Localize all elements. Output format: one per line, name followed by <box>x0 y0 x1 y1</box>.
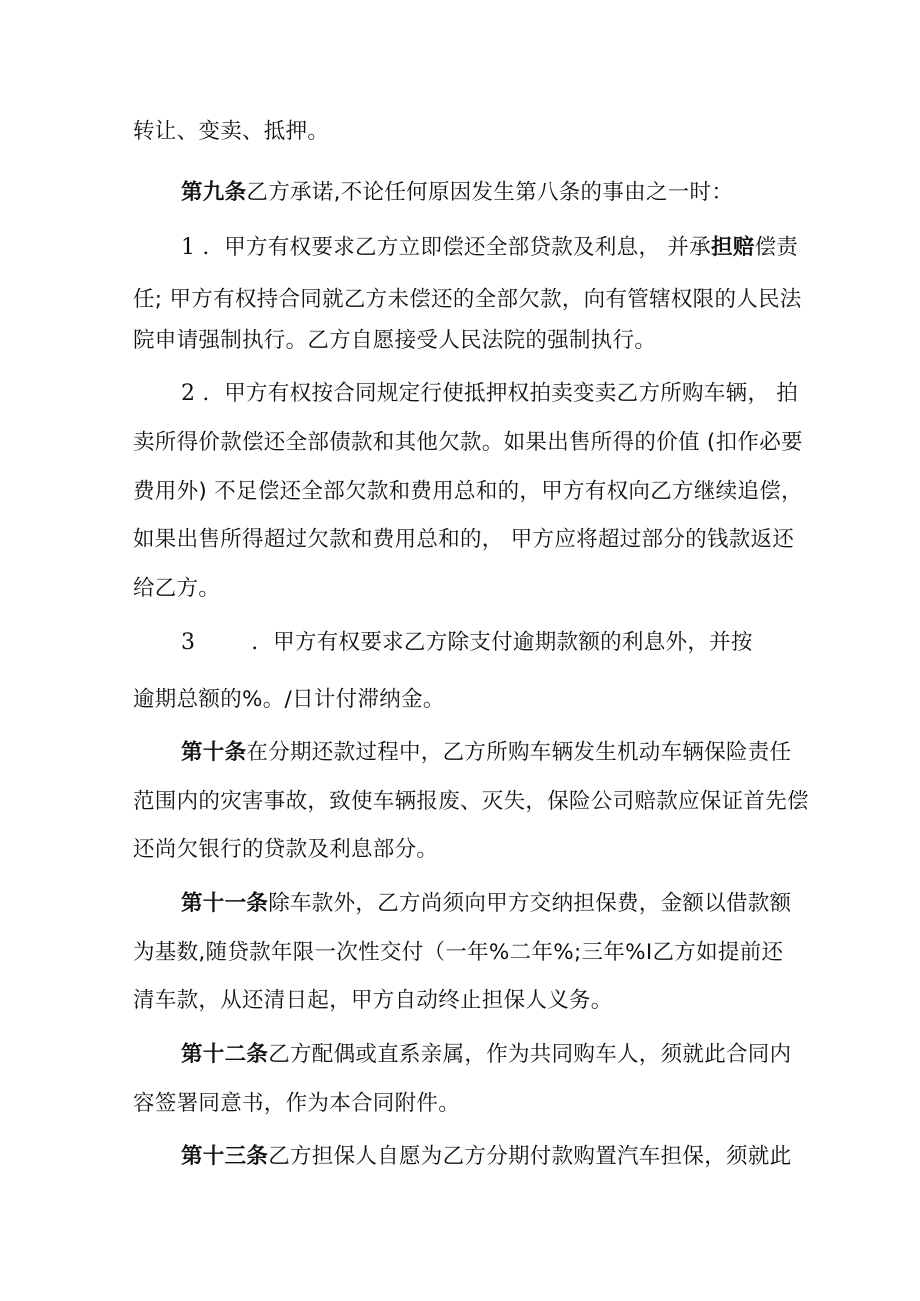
text: 任; 甲方有权持合同就乙方未偿还的全部欠款，向有管辖权限的人民法 <box>133 287 802 312</box>
text: 偿责 <box>754 235 799 260</box>
text: 在分期还款过程中，乙方所购车辆发生机动车辆保险责任 <box>246 740 792 765</box>
item-3-line-1 <box>181 627 861 659</box>
text: 如果出售所得超过欠款和费用总和的， 甲方应将超过部分的钱款返还 <box>133 527 795 552</box>
text: 逾期总额的%。/日计付滞纳金。 <box>133 687 445 712</box>
article-11-line-2 <box>133 937 813 969</box>
text: 为基数,随贷款年限一次性交付（一年%二年%;三年%I乙方如提前还 <box>133 940 784 965</box>
text: 卖所得价款偿还全部债款和其他欠款。如果出售所得的价值 (扣作必要 <box>133 430 803 455</box>
article-heading: 第九条 <box>181 180 247 205</box>
article-heading: 第十二条 <box>181 1042 269 1067</box>
article-10 <box>181 737 861 769</box>
article-12 <box>181 1039 861 1071</box>
item-number: 1 <box>181 235 196 260</box>
text: 转让、变卖、抵押。 <box>133 119 330 144</box>
text: 院申请强制执行。乙方自愿接受人民法院的强制执行。 <box>133 328 657 353</box>
article-heading: 第十条 <box>181 740 247 765</box>
item-1-line-1 <box>181 232 861 264</box>
paragraph-line <box>133 116 813 148</box>
article-12-line-2 <box>133 1088 813 1120</box>
text: 乙方配偶或直系亲属，作为共同购车人，须就此合同内 <box>268 1042 792 1067</box>
text: 范围内的灾害事故，致使车辆报废、灭失，保险公司赔款应保证首先偿 <box>133 789 809 814</box>
item-2-line-3 <box>133 476 813 508</box>
bold-text: 担赔 <box>711 235 755 260</box>
article-10-line-3 <box>133 834 813 866</box>
article-heading: 第十一条 <box>181 891 269 916</box>
article-text: 乙方承诺,不论任何原因发生第八条的事由之一时： <box>246 180 734 205</box>
text: 容签署同意书，作为本合同附件。 <box>133 1091 461 1116</box>
text: 给乙方。 <box>133 576 221 601</box>
item-3-line-2 <box>133 684 813 716</box>
item-2-line-5 <box>133 573 813 605</box>
text: ．甲方有权要求乙方立即偿还全部贷款及利息， 并承 <box>202 235 711 260</box>
article-heading: 第十三条 <box>181 1144 269 1169</box>
text: 清车款，从还清日起，甲方自动终止担保人义务。 <box>133 988 613 1013</box>
text: ．甲方有权按合同规定行使抵押权拍卖变卖乙方所购车辆， 拍 <box>202 381 799 406</box>
article-13 <box>181 1141 861 1173</box>
item-2-line-2 <box>133 427 813 459</box>
item-number: 3 <box>181 630 196 655</box>
item-1-line-3 <box>133 325 813 357</box>
text: ．甲方有权要求乙方除支付逾期款额的利息外，并按 <box>251 630 753 655</box>
article-9 <box>181 177 861 209</box>
text: 还尚欠银行的贷款及利息部分。 <box>133 837 439 862</box>
item-2-line-4 <box>133 524 813 556</box>
item-1-line-2 <box>133 284 813 316</box>
article-10-line-2 <box>133 786 813 818</box>
article-11-line-3 <box>133 985 813 1017</box>
text: 除车款外，乙方尚须向甲方交纳担保费，金额以借款额 <box>268 891 792 916</box>
item-2-line-1 <box>181 378 861 410</box>
item-number: 2 <box>181 381 196 406</box>
text: 乙方担保人自愿为乙方分期付款购置汽车担保，须就此 <box>268 1144 792 1169</box>
article-11 <box>181 888 861 920</box>
text: 费用外) 不足偿还全部欠款和费用总和的，甲方有权向乙方继续追偿， <box>133 479 803 504</box>
